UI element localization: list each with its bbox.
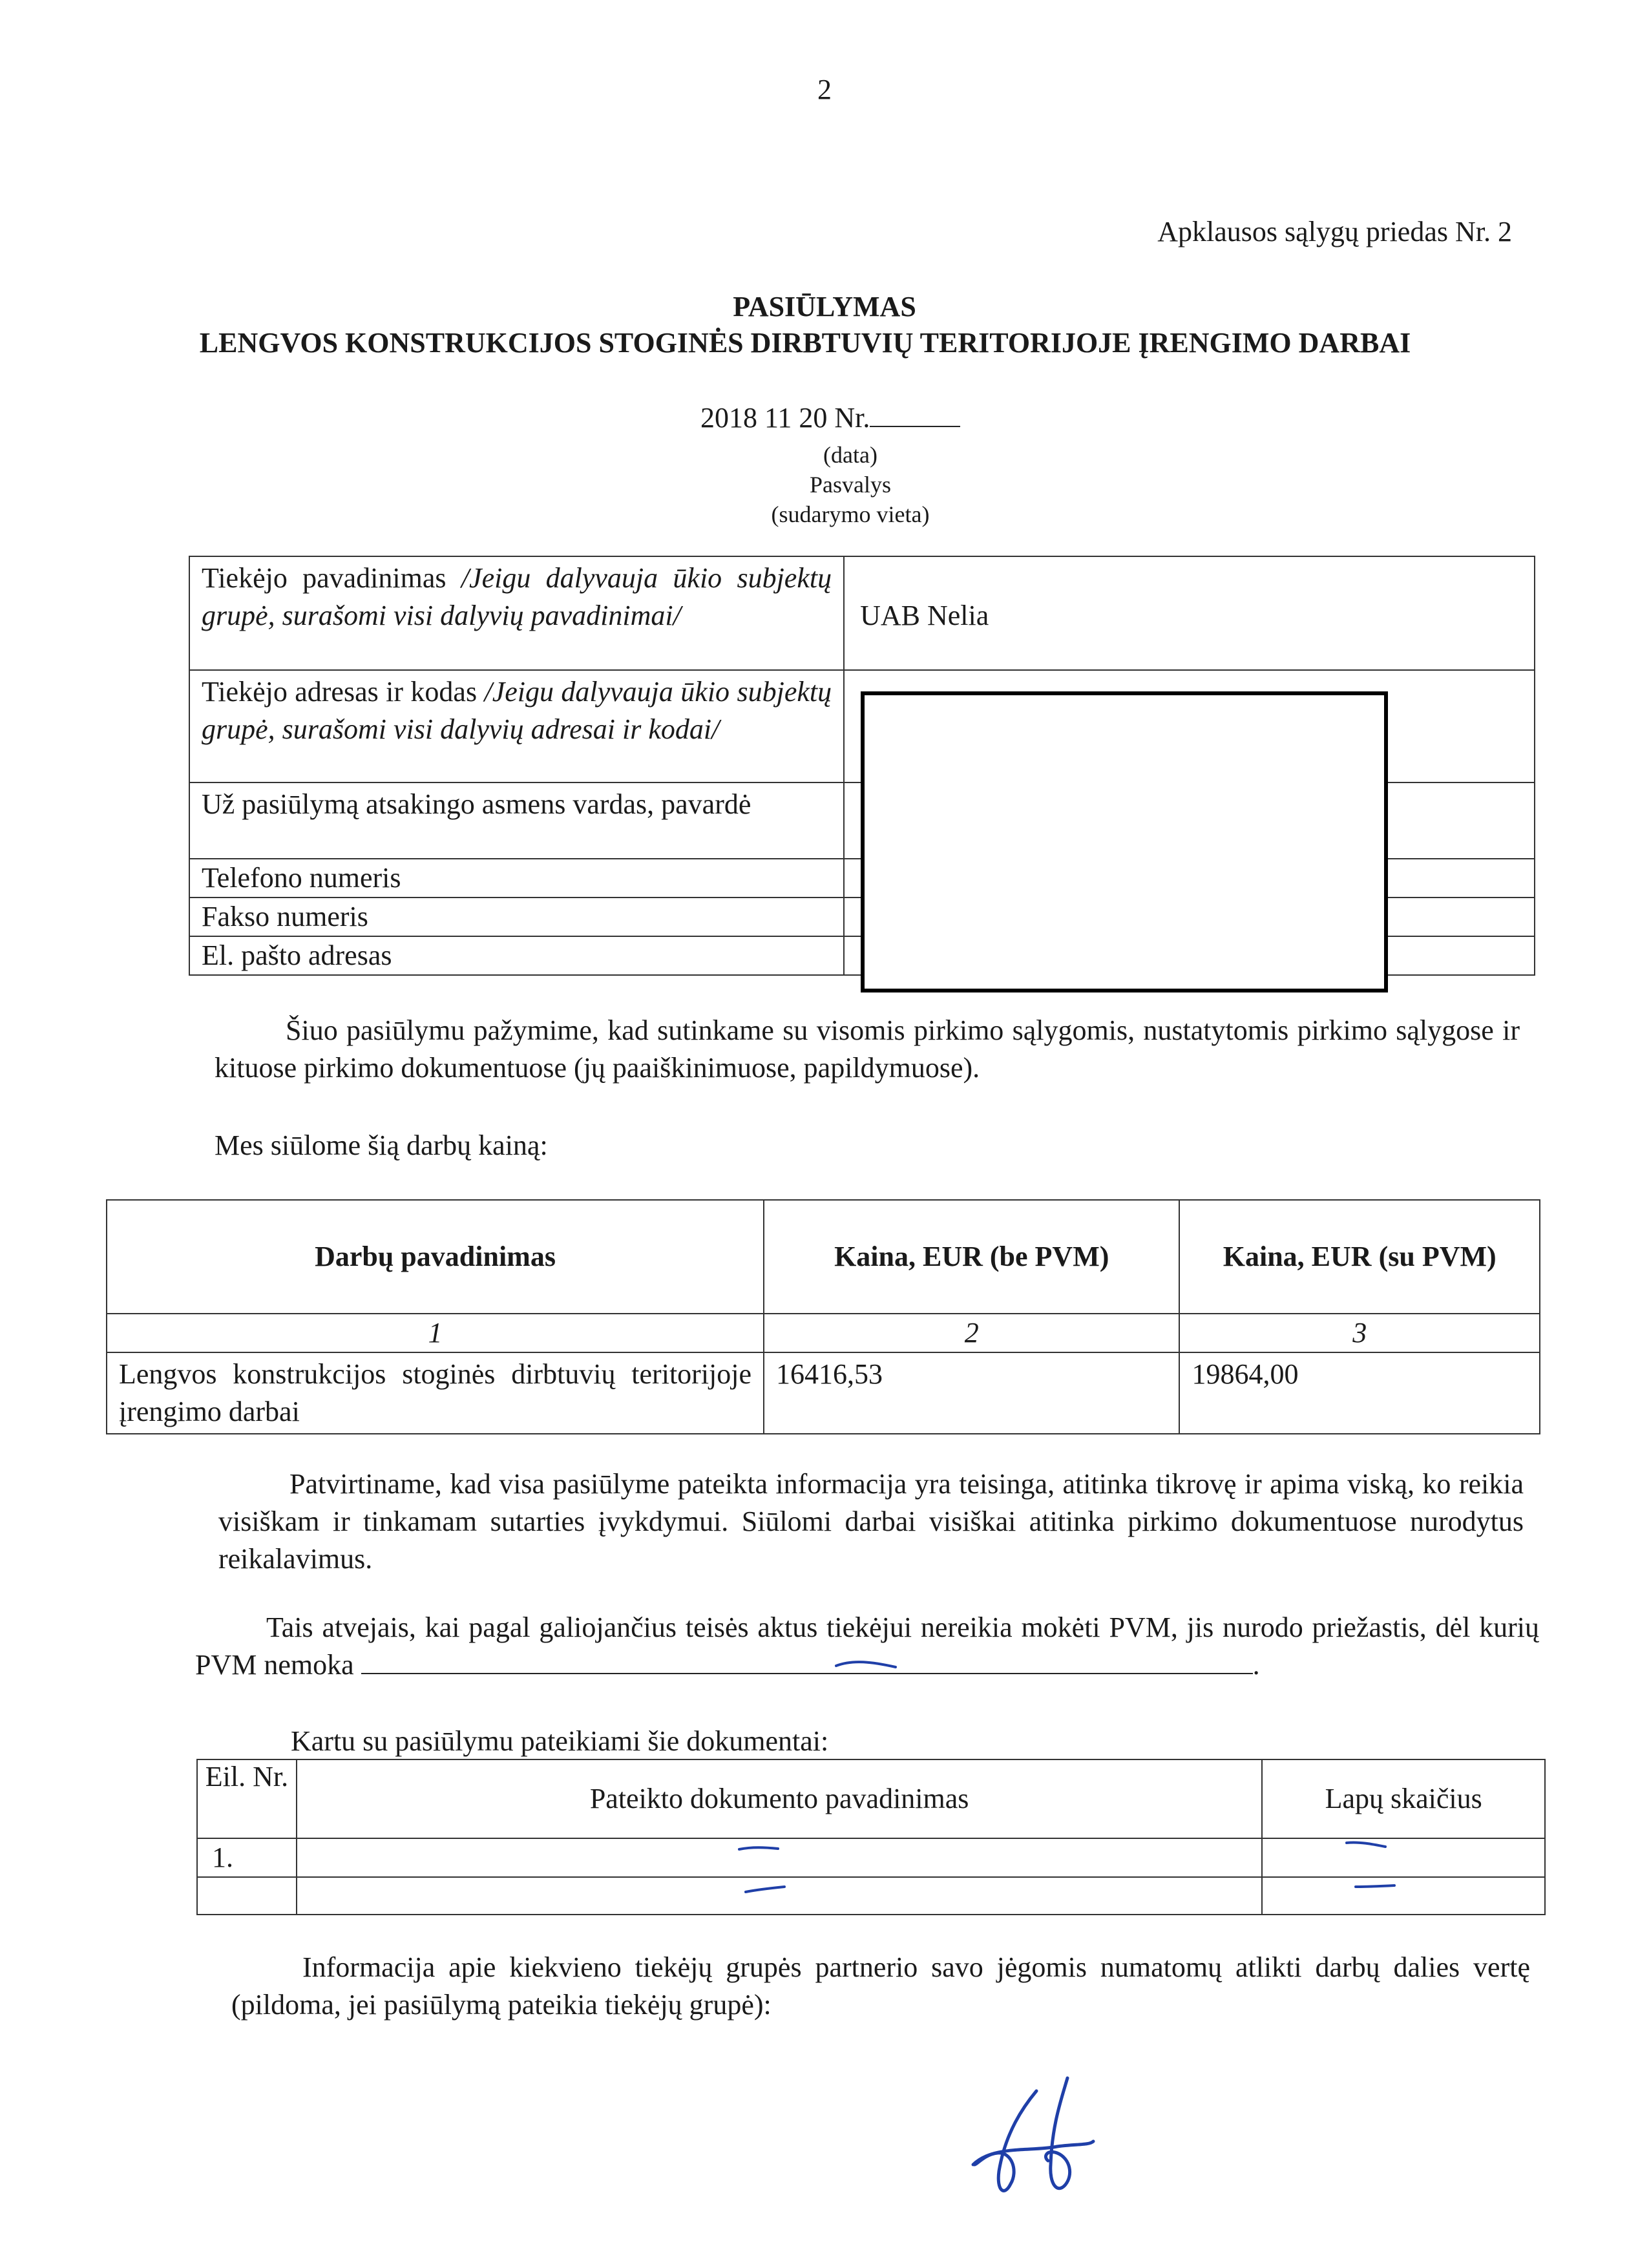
price-no-vat: 16416,53	[764, 1352, 1179, 1434]
document-pages	[1262, 1838, 1545, 1877]
document-title: PASIŪLYMAS	[733, 291, 916, 322]
redaction-box	[861, 691, 1388, 992]
document-subtitle: LENGVOS KONSTRUKCIJOS STOGINĖS DIRBTUVIŲ TERITORIJOJE ĮRENGIMO DARBAI	[199, 327, 1411, 359]
supplier-note: /Jeigu dalyvauja ūkio subjektų grupė, surašomi visi dalyvių pavadinimai/	[202, 562, 832, 631]
supplier-name-cell	[844, 556, 1535, 670]
pen-dash-mark	[834, 1654, 898, 1674]
supplier-name: UAB Nelia	[860, 600, 989, 631]
supplier-label-cell	[189, 782, 844, 859]
supplier-label-cell	[189, 556, 844, 670]
nr-blank	[870, 403, 960, 427]
address-note: /Jeigu dalyvauja ūkio subjektų grupė, surašomi visi dalyvių adresai ir kodai/	[202, 676, 832, 745]
header-page-count: Lapų skaičius	[1262, 1759, 1545, 1838]
place-caption: (sudarymo vieta)	[771, 501, 930, 527]
supplier-label-cell	[189, 936, 844, 975]
price-header-row	[107, 1200, 1540, 1314]
place: Pasvalys	[810, 472, 891, 498]
header-row-number: Eil. Nr.	[197, 1759, 297, 1838]
price-row	[107, 1352, 1540, 1434]
price-number-row	[107, 1314, 1540, 1352]
price-table	[106, 1199, 1540, 1434]
vat-exemption-text: Tais atvejais, kai pagal galiojančius teisės aktus tiekėjui nereikia mokėti PVM, jis nurodo priežastis, dėl kurių PVM nemoka	[195, 1612, 1539, 1681]
documents-header-row	[197, 1759, 1545, 1838]
supplier-label-cell	[189, 898, 844, 936]
pen-dash-mark	[1353, 1880, 1398, 1893]
date-line	[700, 399, 1088, 437]
offer-date: 2018 11 20	[700, 402, 828, 434]
document-row-number: 1.	[197, 1838, 297, 1877]
header-price-vat: Kaina, EUR (su PVM)	[1179, 1200, 1540, 1314]
address-label: Tiekėjo adresas ir kodas	[202, 676, 478, 708]
supplier-label-cell	[189, 859, 844, 898]
document-row-number	[197, 1877, 297, 1915]
documents-intro: Kartu su pasiūlymu pateikiami šie dokumentai:	[291, 1725, 829, 1757]
supplier-label-cell	[189, 670, 844, 782]
agreement-paragraph: Šiuo pasiūlymu pažymime, kad sutinkame su visomis pirkimo sąlygomis, nustatytomis pirkimo sąlygose ir kituose pirkimo dokumentuose (jų paaiškinimuose, papildymuose).	[215, 1014, 1520, 1084]
column-number: 1	[107, 1314, 764, 1352]
signature	[960, 2074, 1096, 2203]
document-pages	[1262, 1877, 1545, 1915]
header-price-no-vat: Kaina, EUR (be PVM)	[764, 1200, 1179, 1314]
nr-label: Nr.	[834, 402, 870, 434]
confirmation-paragraph: Patvirtiname, kad visa pasiūlyme pateikta informacija yra teisinga, atitinka tikrovę ir apima viską, ko reikia visiškam ir tinkamam sutarties įvykdymui. Siūlomi darbai visiškai atitinka pirkimo dokumentuose nurodytus reikalavimus.	[218, 1468, 1524, 1575]
pen-dash-mark	[737, 1842, 782, 1854]
email-label: El. pašto adresas	[202, 940, 392, 971]
pen-dash-mark	[1344, 1838, 1389, 1851]
fax-label: Fakso numeris	[202, 901, 368, 932]
column-number: 2	[764, 1314, 1179, 1352]
pen-dash-mark	[743, 1883, 788, 1896]
supplier-label: Tiekėjo pavadinimas	[202, 562, 446, 594]
page-number: 2	[817, 74, 832, 105]
documents-row	[197, 1838, 1545, 1877]
price-intro: Mes siūlome šią darbų kainą:	[215, 1129, 548, 1161]
header-work-name: Darbų pavadinimas	[107, 1200, 764, 1314]
column-number: 3	[1179, 1314, 1540, 1352]
price-vat: 19864,00	[1179, 1352, 1540, 1434]
supplier-row	[189, 556, 1535, 670]
contact-person-label: Už pasiūlymą atsakingo asmens vardas, pavardė	[202, 788, 751, 820]
header-document-name: Pateikto dokumento pavadinimas	[297, 1759, 1262, 1838]
work-name: Lengvos konstrukcijos stoginės dirbtuvių teritorijoje įrengimo darbai	[107, 1352, 764, 1434]
documents-row	[197, 1877, 1545, 1915]
group-partner-paragraph: Informacija apie kiekvieno tiekėjų grupės partnerio savo jėgomis numatomų atlikti darbų dalies vertę (pildoma, jei pasiūlymą pateikia tiekėjų grupė):	[231, 1951, 1530, 2021]
annex-reference: Apklausos sąlygų priedas Nr. 2	[1157, 216, 1512, 247]
documents-table	[196, 1759, 1546, 1915]
vat-period: .	[1252, 1649, 1260, 1681]
date-caption: (data)	[823, 442, 877, 468]
vat-reason-blank	[361, 1650, 1253, 1674]
phone-label: Telefono numeris	[202, 862, 401, 894]
